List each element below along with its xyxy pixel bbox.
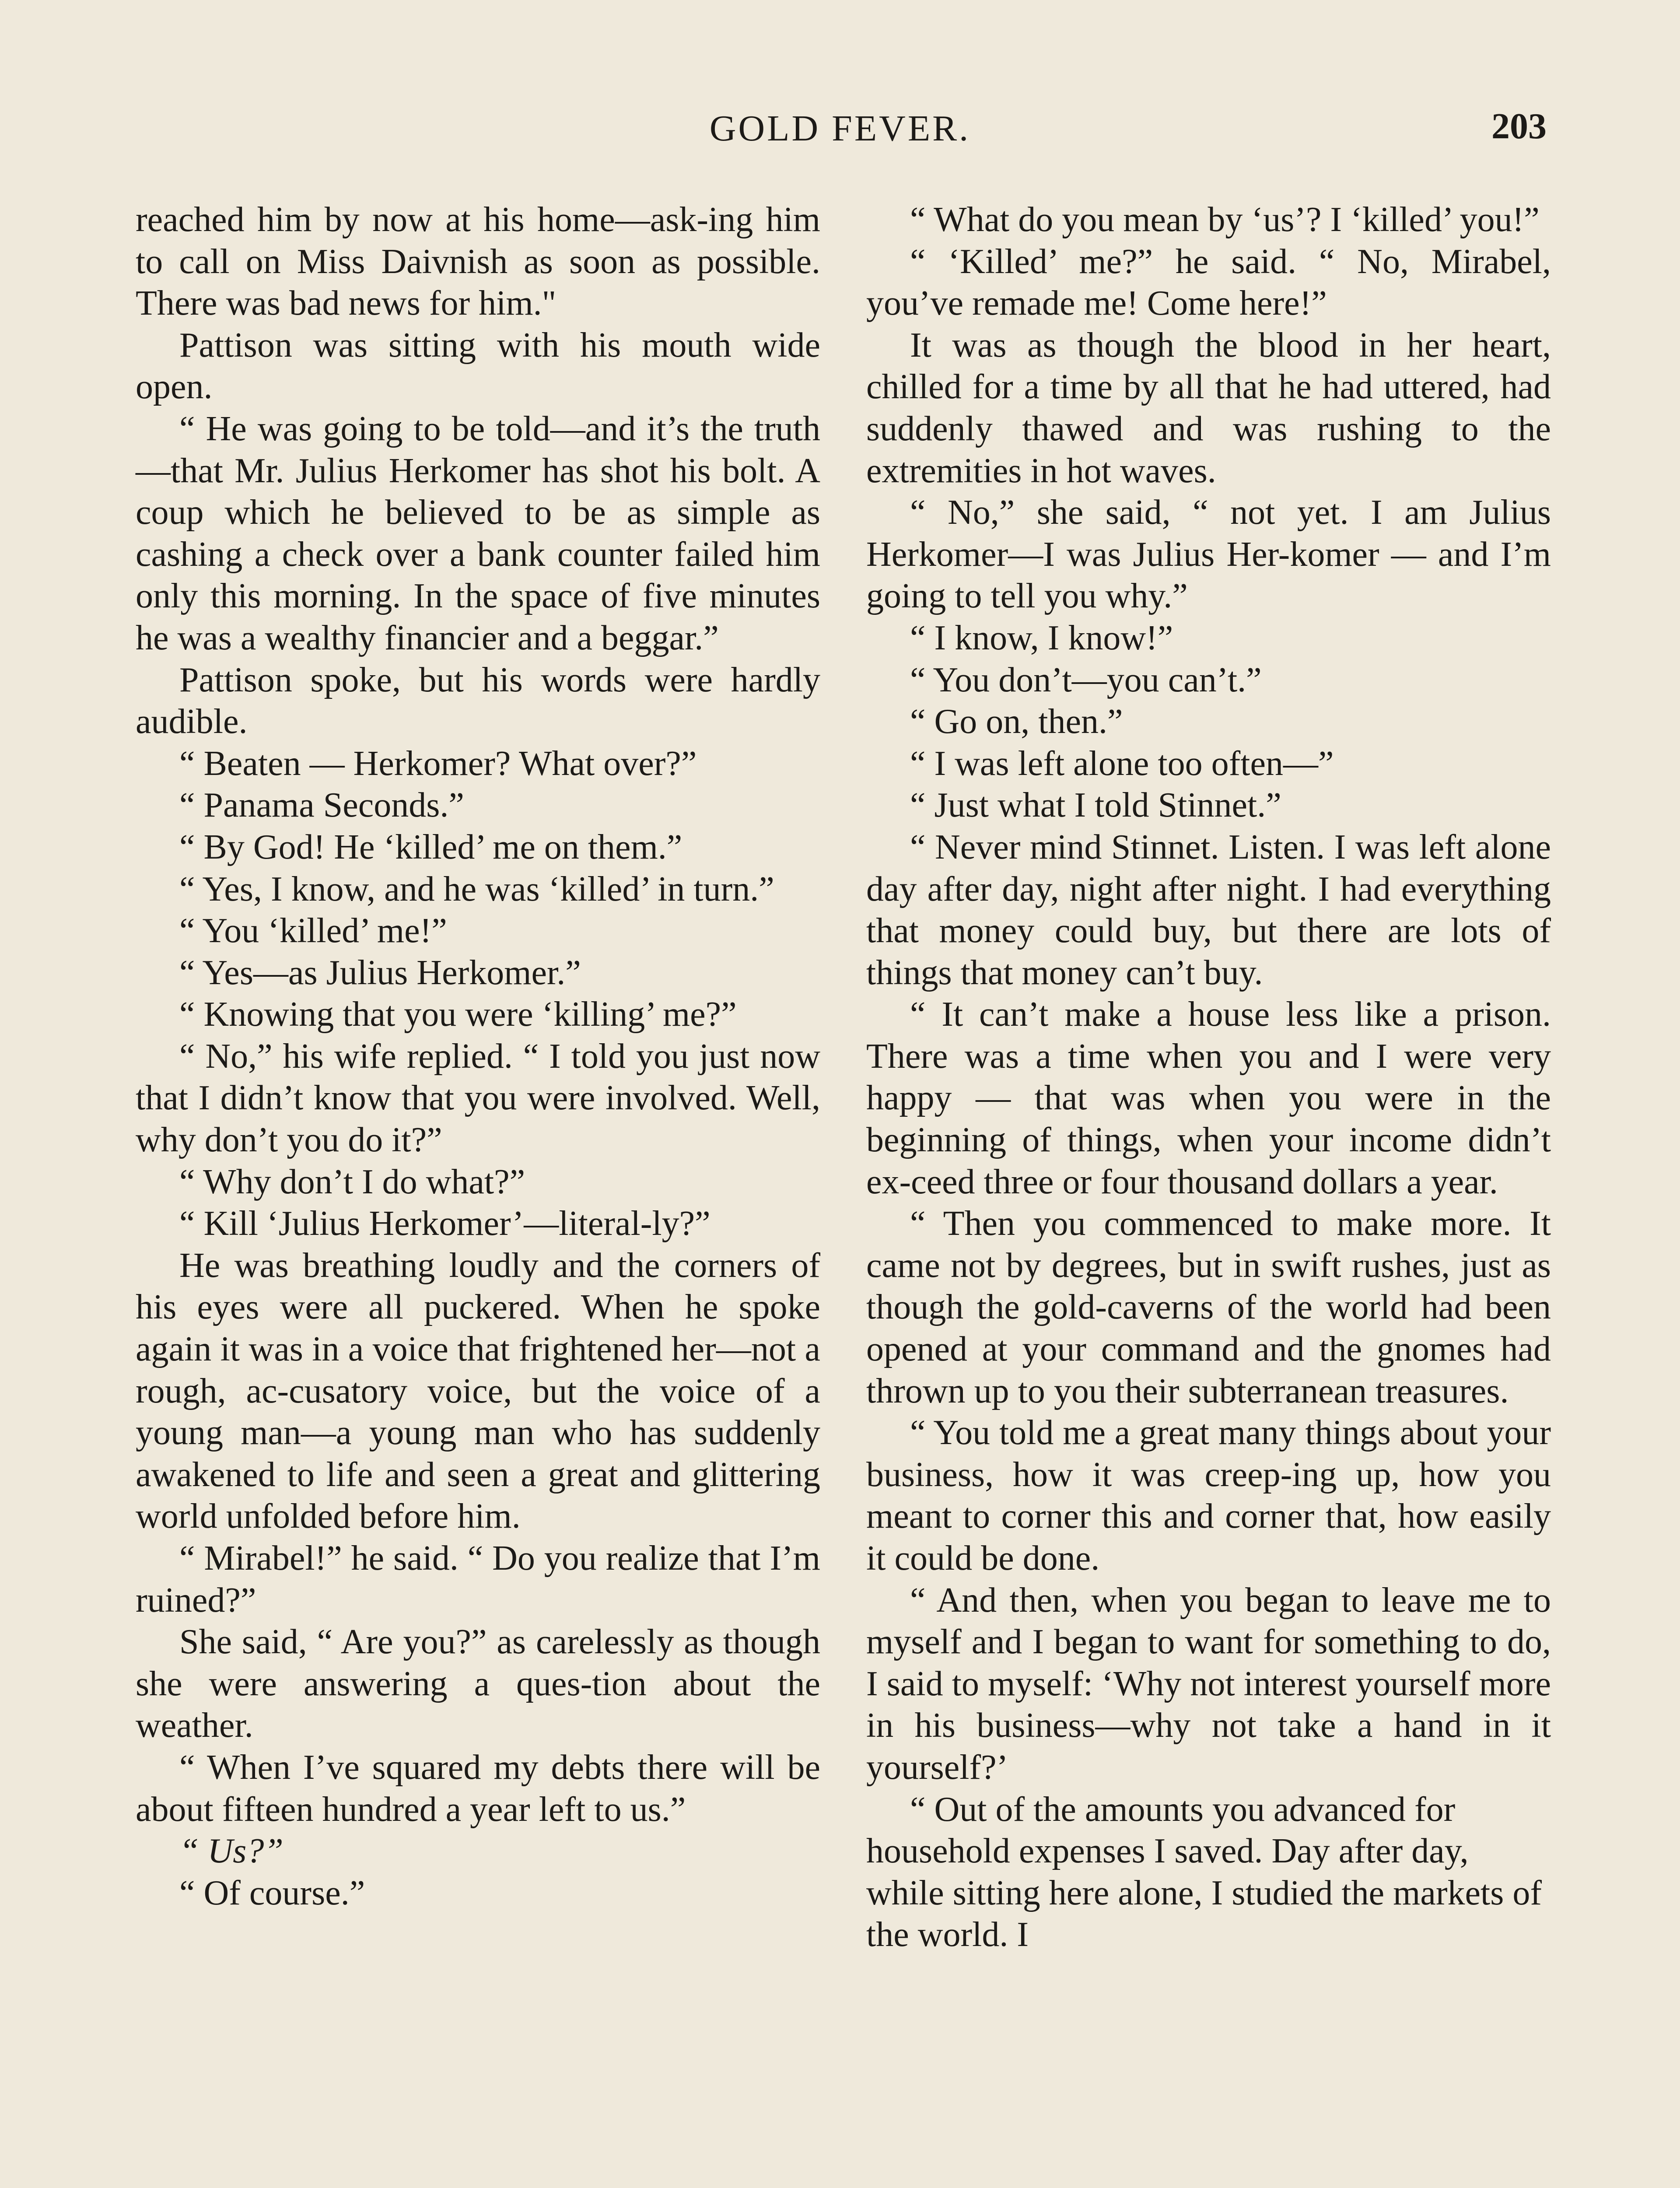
paragraph: “ Of course.” xyxy=(179,1873,365,1912)
paragraph: “ You don’t—you can’t.” xyxy=(910,660,1262,699)
paragraph: “ By God! He ‘killed’ me on them.” xyxy=(179,828,682,866)
right-column xyxy=(866,199,1551,1956)
paragraph: “ I was left alone too often—” xyxy=(910,744,1334,783)
paragraph: “ Out of the amounts you advanced for household expenses I saved. Day after day, while sitting here alone, I studied the markets of the world. I xyxy=(866,1790,1542,1954)
paragraph: “ Just what I told Stinnet.” xyxy=(910,786,1281,825)
left-column xyxy=(136,199,820,1914)
paragraph: “ Kill ‘Julius Herkomer’—literal-ly?” xyxy=(179,1204,710,1243)
paragraph: “ No,” his wife replied. “ I told you just now that I didn’t know that you were involved. Well, why don’t you do it?” xyxy=(136,1037,820,1160)
paragraph: “ No,” she said, “ not yet. I am Julius Herkomer—I was Julius Her-komer — and I’m going to tell you why.” xyxy=(866,493,1551,616)
paragraph: Pattison was sitting with his mouth wide open. xyxy=(136,326,820,407)
page-number: 203 xyxy=(1491,106,1547,147)
paragraph: “ Go on, then.” xyxy=(910,702,1123,741)
paragraph: “ Mirabel!” he said. “ Do you realize that I’m ruined?” xyxy=(136,1539,820,1620)
paragraph: “ Never mind Stinnet. Listen. I was left alone day after day, night after night. I had everything that money could buy, but there are lots of things that money can’t buy. xyxy=(866,828,1551,992)
paragraph: She said, “ Are you?” as carelessly as though she were answering a ques-tion about the weather. xyxy=(136,1623,820,1745)
paragraph: reached him by now at his home—ask-ing him to call on Miss Daivnish as soon as possible. There was bad news for him." xyxy=(136,200,820,323)
paragraph: “ He was going to be told—and it’s the truth—that Mr. Julius Herkomer has shot his bolt. A coup which he believed to be as simple as cashing a check over a bank counter failed him only this morning. In the space of five minutes he was a wealthy financier and a beggar.” xyxy=(136,409,820,657)
paragraph: “ When I’ve squared my debts there will be about fifteen hundred a year left to us.” xyxy=(136,1748,820,1829)
paragraph: “ Yes, I know, and he was ‘killed’ in turn.” xyxy=(179,870,774,908)
paragraph: “ What do you mean by ‘us’? I ‘killed’ you!” xyxy=(910,200,1540,239)
paragraph: “ Then you commenced to make more. It came not by degrees, but in swift rushes, just as though the gold-caverns of the world had been opened at your command and the gnomes had thrown up to you their subterranean treasures. xyxy=(866,1204,1551,1410)
paragraph: “ ‘Killed’ me?” he said. “ No, Mirabel, you’ve remade me! Come here!” xyxy=(866,242,1551,323)
paragraph: “ I know, I know!” xyxy=(910,618,1173,657)
paragraph: Pattison spoke, but his words were hardly audible. xyxy=(136,660,820,741)
running-title: GOLD FEVER. xyxy=(709,108,971,149)
paragraph: It was as though the blood in her heart, chilled for a time by all that he had uttered, had suddenly thawed and was rushing to the extremities in hot waves. xyxy=(866,326,1551,490)
paragraph: “ Yes—as Julius Herkomer.” xyxy=(179,953,581,992)
paragraph: “ Us?” xyxy=(179,1832,284,1871)
paragraph: “ You ‘killed’ me!” xyxy=(179,912,447,950)
paragraph: He was breathing loudly and the corners of his eyes were all puckered. When he spoke again it was in a voice that frightened her—not a rough, ac-cusatory voice, but the voice of a young man—a young man who has suddenly awakened to life and seen a great and glittering world unfolded before him. xyxy=(136,1246,820,1536)
paragraph: “ Knowing that you were ‘killing’ me?” xyxy=(179,995,737,1034)
paragraph: “ And then, when you began to leave me to myself and I began to want for something to do, I said to myself: ‘Why not interest yourself more in his business—why not take a hand in it yourself?’ xyxy=(866,1581,1551,1787)
paragraph: “ It can’t make a house less like a prison. There was a time when you and I were very happy — that was when you were in the beginning of things, when your income didn’t ex-ceed three or four thousand dollars a year. xyxy=(866,995,1551,1201)
paragraph: “ Beaten — Herkomer? What over?” xyxy=(179,744,697,783)
paragraph: “ Panama Seconds.” xyxy=(179,786,464,825)
paragraph: “ You told me a great many things about your business, how it was creep-ing up, how you meant to corner this and corner that, how easily it could be done. xyxy=(866,1413,1551,1578)
paragraph: “ Why don’t I do what?” xyxy=(179,1162,525,1201)
